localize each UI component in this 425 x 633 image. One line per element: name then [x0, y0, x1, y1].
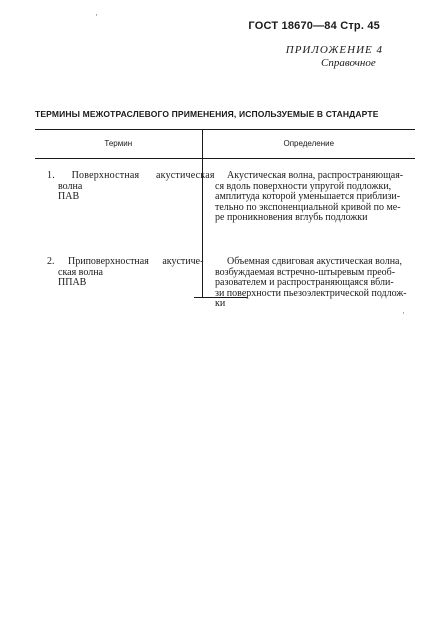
term-cell	[35, 170, 215, 224]
header-term: Термин	[104, 139, 133, 148]
end-rule	[194, 297, 247, 298]
appendix-title: ПРИЛОЖЕНИЕ 4	[285, 44, 383, 56]
term-abbreviation: ПАВ	[58, 191, 80, 202]
table-header	[35, 130, 415, 159]
term-line: 1. Поверхностная акустическая	[47, 170, 215, 181]
definition-line: возбуждаемая встречно-штыревым преоб-	[215, 266, 396, 278]
scan-speck: ·	[402, 308, 405, 318]
definition-line: тельно по экспоненциальной кривой по ме-	[215, 201, 401, 213]
definition-line: ки	[215, 298, 226, 309]
definition-line: зи поверхности пьезоэлектрической подлож-	[215, 287, 407, 299]
document-title: ТЕРМИНЫ МЕЖОТРАСЛЕВОГО ПРИМЕНЕНИЯ, ИСПОЛЬЗУЕМЫЕ В СТАНДАРТЕ	[35, 109, 379, 119]
term-line: 2. Приповерхностная акустиче-	[47, 256, 204, 267]
definition-line: Акустическая волна, распространяющая-	[227, 170, 404, 181]
term-line: ская волна	[58, 266, 103, 278]
definition-line: амплитуда которой уменьшается приблизи-	[215, 191, 401, 202]
definition-line: ся вдоль поверхности упругой подложки,	[215, 180, 392, 192]
header-definition: Определение	[202, 130, 415, 158]
terms-table	[35, 129, 415, 309]
table-row	[35, 257, 415, 310]
table-row	[35, 171, 415, 224]
definition-cell	[215, 257, 412, 310]
term-abbreviation: ППАВ	[58, 277, 87, 288]
term-cell	[35, 256, 204, 310]
definition-line: Объемная сдвиговая акустическая волна,	[227, 256, 402, 267]
appendix-note: Справочное	[321, 57, 376, 69]
definition-line: разователем и распространяющаяся вбли-	[215, 277, 394, 288]
term-line: волна	[58, 180, 83, 192]
definition-cell	[215, 171, 412, 224]
page-header-code: ГОСТ 18670—84 Стр. 45	[248, 20, 380, 32]
definition-line: ре проникновения вглубь подложки	[215, 212, 368, 223]
scan-speck: ·	[95, 10, 98, 20]
